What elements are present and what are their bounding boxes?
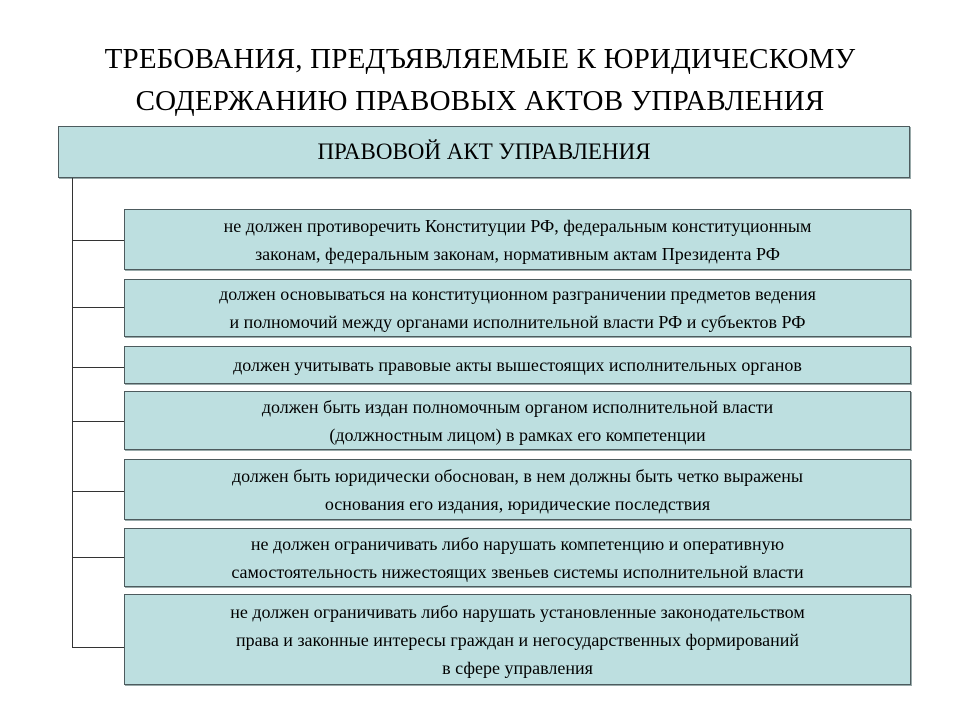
connector-trunk xyxy=(72,178,73,648)
requirement-box xyxy=(124,594,911,685)
requirement-box xyxy=(124,279,911,337)
slide-title-line-2: СОДЕРЖАНИЮ ПРАВОВЫХ АКТОВ УПРАВЛЕНИЯ xyxy=(135,85,825,117)
root-node-label: ПРАВОВОЙ АКТ УПРАВЛЕНИЯ xyxy=(317,139,651,164)
requirement-text: не должен ограничивать либо нарушать установленные законодательством права и законные интересы граждан и негосударственных формирований в сфере управления xyxy=(230,601,805,678)
connector-branch xyxy=(72,557,124,558)
requirement-box xyxy=(124,346,911,384)
connector-branch xyxy=(72,491,124,492)
requirement-text: должен основываться на конституционном разграничении предметов ведения и полномочий между органами исполнительной власти РФ и субъектов РФ xyxy=(219,284,816,332)
connector-branch xyxy=(72,647,124,648)
slide-title xyxy=(40,38,920,122)
requirement-box xyxy=(124,391,911,450)
root-node xyxy=(58,126,910,178)
connector-branch xyxy=(72,421,124,422)
requirement-text: должен быть издан полномочным органом исполнительной власти (должностным лицом) в рамках его компетенции xyxy=(261,396,774,445)
slide-title-line-1: ТРЕБОВАНИЯ, ПРЕДЪЯВЛЯЕМЫЕ К ЮРИДИЧЕСКОМУ xyxy=(104,43,856,75)
requirement-text: должен учитывать правовые акты вышестоящих исполнительных органов xyxy=(233,355,802,375)
requirement-box xyxy=(124,459,911,520)
connector-branch xyxy=(72,240,124,241)
requirement-text: не должен противоречить Конституции РФ, федеральным конституционным законам, федеральным законам, нормативным актам Президента РФ xyxy=(223,215,812,264)
requirement-text: не должен ограничивать либо нарушать компетенцию и оперативную самостоятельность нижестоящих звеньев системы исполнительной власти xyxy=(231,533,804,582)
connector-branch xyxy=(72,307,124,308)
requirement-text: должен быть юридически обоснован, в нем должны быть четко выражены основания его издания, юридические последствия xyxy=(231,465,804,514)
requirement-box xyxy=(124,528,911,587)
requirement-box xyxy=(124,209,911,270)
connector-branch xyxy=(72,367,124,368)
